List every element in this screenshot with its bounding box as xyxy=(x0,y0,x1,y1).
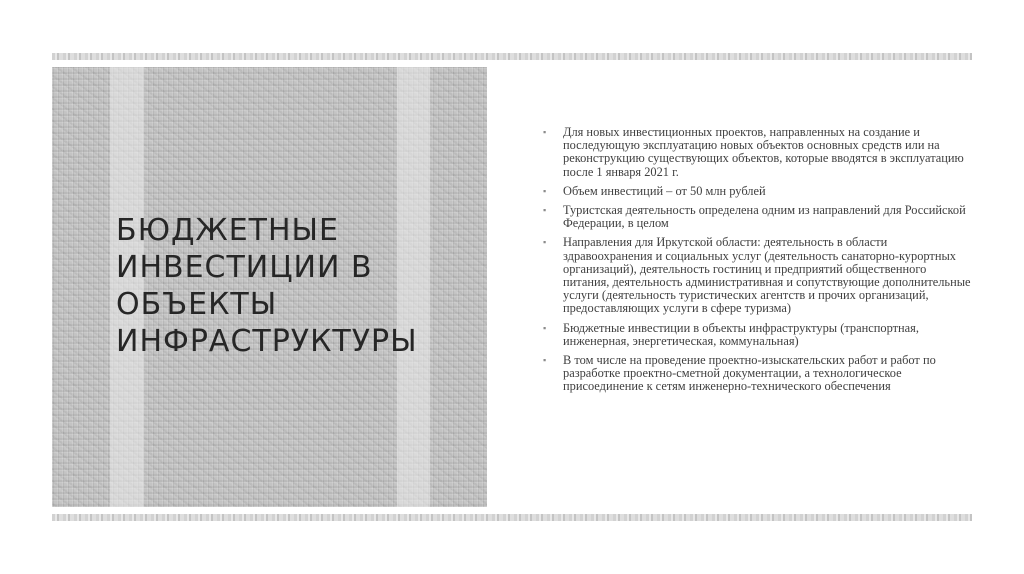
square-bullet-icon: ▪ xyxy=(543,185,547,196)
bullet-text: Объем инвестиций – от 50 млн рублей xyxy=(563,183,766,198)
slide-title: БЮДЖЕТНЫЕ ИНВЕСТИЦИИ В ОБЪЕКТЫ ИНФРАСТРУКТУРЫ xyxy=(116,213,418,359)
bullet-item xyxy=(541,185,973,198)
bullet-text: Туристская деятельность определена одним из направлений для Российской Федерации, в целом xyxy=(563,203,966,231)
bullet-text: Направления для Иркутской области: деятельность в области здравоохранения и социальных услуг (деятельность санаторно-курортных организаций), деятельность гостиниц и предприятий общественного питания, деятельность административная и сопутствующие дополнительные услуги (деятельность туристических агентств и прочих организаций, предоставляющих услуги в сфере туризма) xyxy=(563,235,971,316)
bullet-item xyxy=(541,236,973,315)
bullet-text: Бюджетные инвестиции в объекты инфраструктуры (транспортная, инженерная, энергетическая, коммунальная) xyxy=(563,320,919,348)
bullet-item xyxy=(541,322,973,348)
square-bullet-icon: ▪ xyxy=(543,205,547,216)
bullet-item xyxy=(541,126,973,179)
square-bullet-icon: ▪ xyxy=(543,127,547,137)
bullet-text: Для новых инвестиционных проектов, направленных на создание и последующую эксплуатацию новых объектов основных средств или на реконструкцию существующих объектов, которые вводятся в эксплуатацию после 1 января 2021 г. xyxy=(563,125,964,179)
square-bullet-icon: ▪ xyxy=(543,355,547,366)
top-decorative-band xyxy=(52,53,972,60)
bullet-list xyxy=(541,126,973,400)
bullet-item xyxy=(541,204,973,230)
bullet-text: В том числе на проведение проектно-изыскательских работ и работ по разработке проектно-сметной документации, а технологическое присоединение к сетям инженерно-технического обеспечения xyxy=(563,353,936,394)
square-bullet-icon: ▪ xyxy=(543,322,547,333)
bottom-decorative-band xyxy=(52,514,972,521)
square-bullet-icon: ▪ xyxy=(543,237,547,248)
bullet-item xyxy=(541,354,973,394)
